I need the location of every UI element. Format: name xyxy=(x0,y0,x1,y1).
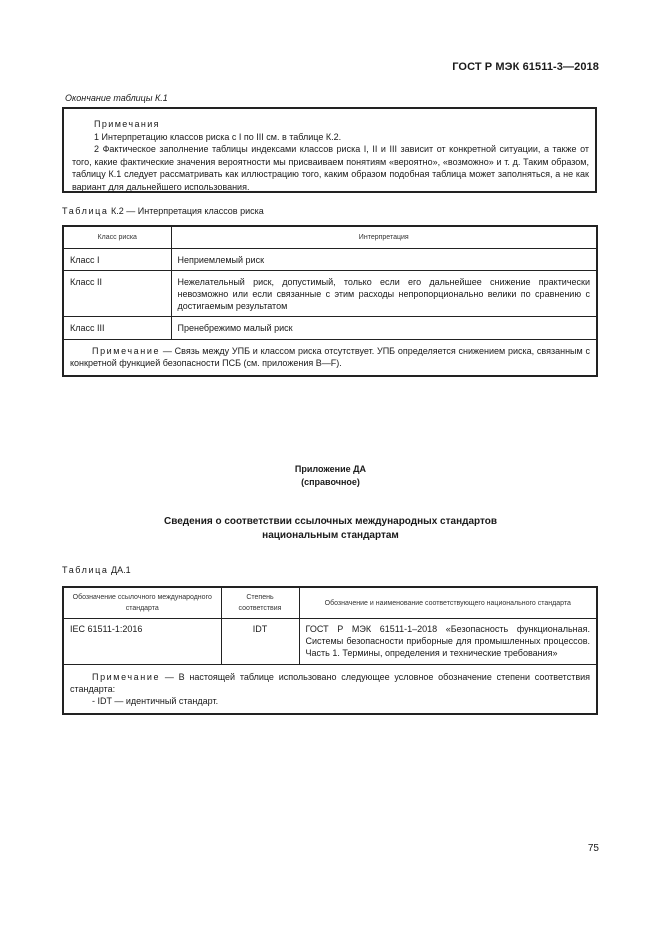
note-text: — В настоящей таблице использовано следующее условное обозначение степени соответствия стандарта: xyxy=(70,671,590,694)
note-label: Примечание xyxy=(92,345,161,356)
table-da1-caption-label: Таблица xyxy=(62,565,109,575)
appendix-title xyxy=(0,463,661,489)
appendix-heading xyxy=(0,515,661,543)
national-standard-cell: ГОСТ Р МЭК 61511-1–2018 «Безопасность функциональная. Системы безопасности приборные для промышленных процессов. Часть 1. Термины, определения и технические требования» xyxy=(299,619,597,665)
note-text: — Связь между УПБ и классом риска отсутствует. УПБ определяется снижением риска, связанным с конкретной функцией безопасности ПСБ (см. приложения В—F). xyxy=(70,345,590,368)
table-k2-caption xyxy=(62,206,264,216)
column-header: Класс риска xyxy=(63,226,171,248)
column-header: Обозначение и наименование соответствующего национального стандарта xyxy=(299,587,597,619)
table-da1-note xyxy=(63,664,597,714)
appendix-title-text: Приложение ДА xyxy=(294,464,367,474)
international-standard-cell: IEC 61511-1:2016 xyxy=(63,619,221,665)
note-label: Примечание xyxy=(92,671,161,682)
table-row xyxy=(63,248,597,270)
table-row xyxy=(63,317,597,339)
document-header: ГОСТ Р МЭК 61511-3—2018 xyxy=(452,61,599,73)
column-header: Обозначение ссылочного международного стандарта xyxy=(63,587,221,619)
degree-cell: IDT xyxy=(221,619,299,665)
table-k1-continuation-caption: Окончание таблицы К.1 xyxy=(65,93,168,103)
table-da1 xyxy=(62,586,598,715)
table-k2-note xyxy=(63,339,597,376)
table-da1-caption xyxy=(62,565,131,575)
column-header: Интерпретация xyxy=(171,226,597,248)
table-da1-caption-text: ДА.1 xyxy=(111,565,131,575)
table-row xyxy=(63,270,597,317)
appendix-subtitle: (справочное) xyxy=(301,477,360,487)
column-header: Степень соответствия xyxy=(221,587,299,619)
interpretation-cell: Неприемлемый риск xyxy=(171,248,597,270)
table-note-row xyxy=(63,339,597,376)
appendix-heading-line-1: Сведения о соответствии ссылочных международных стандартов xyxy=(163,516,498,527)
table-k2-caption-label: Таблица xyxy=(62,206,109,216)
interpretation-cell: Нежелательный риск, допустимый, только если его дальнейшее снижение практически невозможно или если связанные с этим расходы непропорционально велики по сравнению с достигаемым результатом xyxy=(171,270,597,317)
table-header-row xyxy=(63,587,597,619)
risk-class-cell: Класс I xyxy=(63,248,171,270)
notes-title: Примечания xyxy=(94,119,160,129)
note-list-item: - IDT — идентичный стандарт. xyxy=(92,696,219,707)
table-k2-caption-text: К.2 — Интерпретация классов риска xyxy=(111,206,264,216)
risk-class-cell: Класс III xyxy=(63,317,171,339)
table-k1-notes xyxy=(62,107,597,193)
table-row xyxy=(63,619,597,665)
table-note-row xyxy=(63,664,597,714)
table-header-row xyxy=(63,226,597,248)
appendix-heading-line-2: национальным стандартам xyxy=(262,530,399,541)
note-2: 2 Фактическое заполнение таблицы индексами классов риска I, II и III зависит от конкретной ситуации, а также от того, какие фактические значения вероятности мы присваиваем понятиям «вероятно», «возможно» и т. д. Таким образом, таблицу К.1 следует рассматривать как иллюстрацию того, каким образом подобная таблица может заполняться, а не как вариант для дальнейшего использования. xyxy=(72,144,589,192)
interpretation-cell: Пренебрежимо малый риск xyxy=(171,317,597,339)
table-k2 xyxy=(62,225,598,377)
risk-class-cell: Класс II xyxy=(63,270,171,317)
page-number: 75 xyxy=(587,843,599,854)
note-1: 1 Интерпретацию классов риска с I по III см. в таблице К.2. xyxy=(94,131,342,142)
